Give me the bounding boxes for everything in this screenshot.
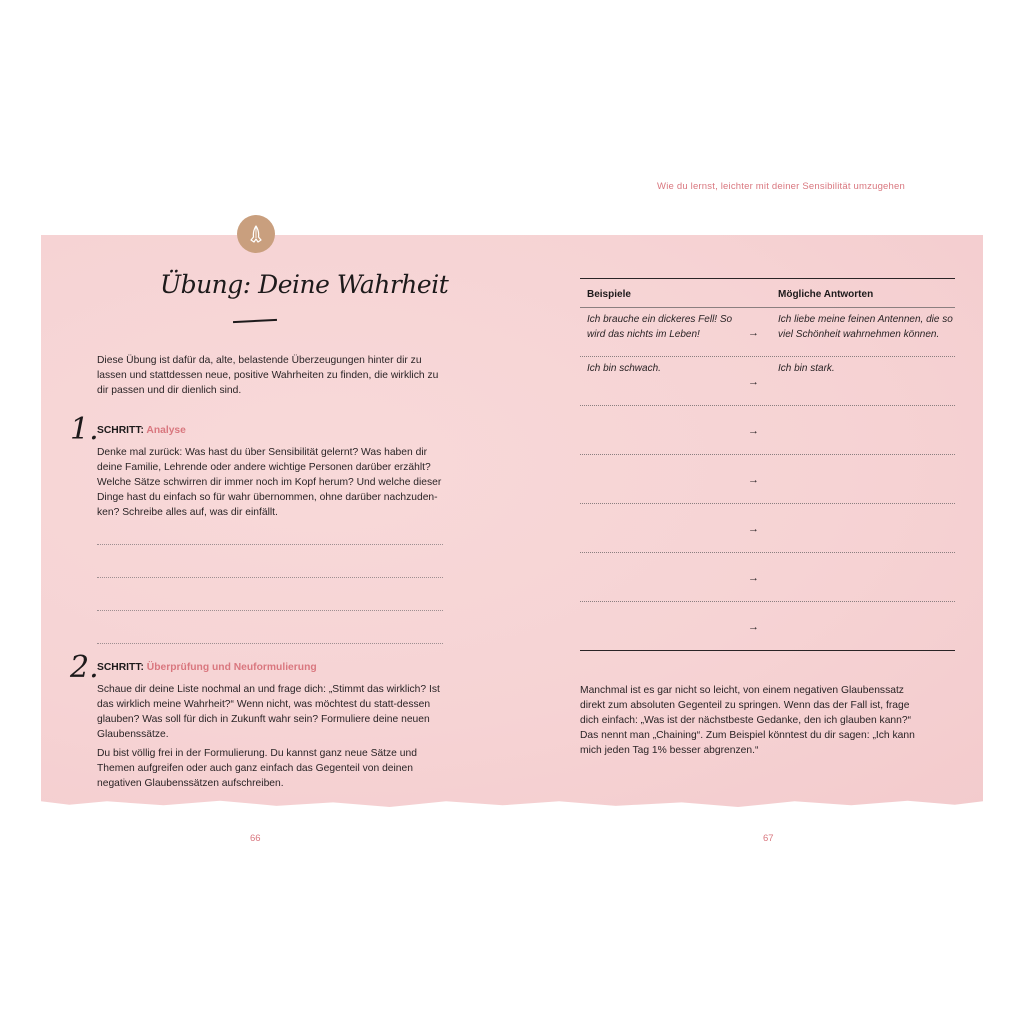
page-number-right: 67: [763, 833, 774, 844]
step2-heading: [97, 662, 317, 673]
table-row[interactable]: [580, 455, 955, 504]
write-line-4[interactable]: [97, 643, 443, 644]
step2-text-2: Du bist völlig frei in der Formulierung. Du kannst ganz neue Sätze und Themen aufgreifen oder auch ganz einfach das Gegenteil von deinen negativen Glaubenssätzen aufschreiben.: [97, 748, 417, 789]
step2-subtitle: Überprüfung und Neuformulierung: [146, 662, 317, 673]
intro-text: Diese Übung ist dafür da, alte, belastende Überzeugungen hinter dir zu lassen und stattdessen neue, positive Wahrheiten zu finden, die wirklich zu dir passen und dir dienlich sind.: [97, 355, 439, 396]
answer-cell: Ich bin stark.: [778, 363, 835, 374]
example-cell: Ich brauche ein dickeres Fell! So wird das nichts im Leben!: [587, 314, 733, 340]
example-cell: Ich bin schwach.: [587, 363, 661, 374]
answer-cell: Ich liebe meine feinen Antennen, die so viel Schönheit wahrnehmen können.: [778, 314, 953, 340]
arrow-icon: →: [748, 376, 759, 388]
table-row[interactable]: [580, 357, 955, 406]
col-answers-header: Mögliche Antworten: [778, 289, 874, 300]
chaining-text: Manchmal ist es gar nicht so leicht, von einem negativen Glaubenssatz direkt zum absoluten Gegenteil zu springen. Wenn das der Fall ist, frage dich einfach: „Was ist der nächstbeste Gedanke, den ich glauben kann?“ Das nennt man „Chaining“. Zum Beispiel könntest du dir sagen: „Ich kann mich jeden Tag 1% besser abgrenzen.“: [580, 685, 915, 756]
table-row[interactable]: [580, 504, 955, 553]
write-line-3[interactable]: [97, 610, 443, 611]
arrow-icon: →: [748, 621, 759, 633]
table-row[interactable]: [580, 406, 955, 455]
write-line-2[interactable]: [97, 577, 443, 578]
page-number-left: 66: [250, 833, 261, 844]
table-row[interactable]: [580, 602, 955, 651]
table-row[interactable]: [580, 308, 955, 357]
table-row[interactable]: [580, 553, 955, 602]
col-examples-header: Beispiele: [587, 289, 631, 300]
arrow-icon: →: [748, 474, 759, 486]
write-line-1[interactable]: [97, 544, 443, 545]
step1-text: Denke mal zurück: Was hast du über Sensibilität gelernt? Was haben dir deine Familie, Lehrende oder andere wichtige Personen darüber erzählt? Welche Sätze schwirren dir immer noch im Kopf herum? Und welche dieser Dinge hast du einfach so für wahr übernommen, ohne darüber nachzuden-ken? Schreibe alles auf, was dir einfällt.: [97, 447, 442, 518]
arrow-icon: →: [748, 523, 759, 535]
step1-subtitle: Analyse: [146, 425, 186, 436]
running-head: Wie du lernst, leichter mit deiner Sensibilität umzugehen: [657, 181, 905, 192]
arrow-icon: →: [748, 425, 759, 437]
step1-number: 1.: [70, 412, 99, 447]
step1-heading: [97, 425, 186, 436]
step1-label: SCHRITT:: [97, 425, 144, 436]
praying-hands-icon: [237, 215, 275, 253]
arrow-icon: →: [748, 327, 759, 339]
table-header: [580, 278, 955, 308]
arrow-icon: →: [748, 572, 759, 584]
step2-label: SCHRITT:: [97, 662, 144, 673]
step2-number: 2.: [70, 650, 99, 685]
page-title: Übung: Deine Wahrheit: [160, 270, 449, 299]
step2-text-1: Schaue dir deine Liste nochmal an und frage dich: „Stimmt das wirklich? Ist das wirklich meine Wahrheit?“ Wenn nicht, was möchtest du statt-dessen glauben? Was soll für dich in Zukunft wahr sein? Formuliere deine neuen Glaubenssätze.: [97, 684, 440, 740]
beliefs-table: [580, 278, 955, 651]
